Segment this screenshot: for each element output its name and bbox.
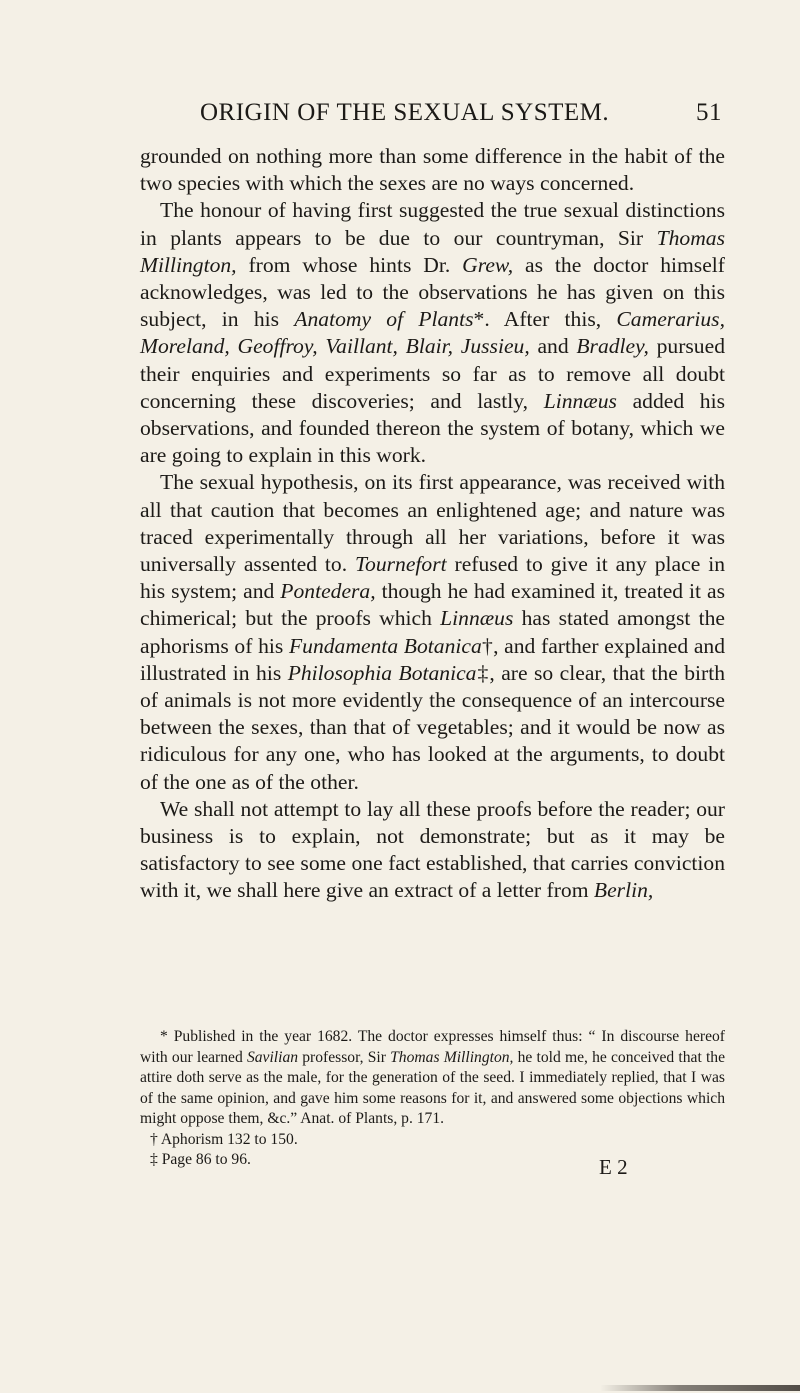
paragraph: grounded on nothing more than some difference in the habit of the two species with which the sexes are no ways concerned. bbox=[140, 144, 725, 196]
footnote: ‡ Page 86 to 96. bbox=[150, 1151, 251, 1168]
paragraph: We shall not attempt to lay all these proofs before the reader; our business is to explain, not demonstrate; but as it may be satisfactory to see some one fact established, that carries conviction with it, we shall here give an extract of a letter from Berlin, bbox=[140, 796, 725, 903]
footnotes bbox=[140, 1027, 725, 1171]
signature-mark: E 2 bbox=[599, 1155, 628, 1179]
page-number: 51 bbox=[696, 99, 722, 126]
paragraph: The sexual hypothesis, on its first appearance, was received with all that caution that becomes an enlightened age; and nature was traced experimentally through all her variations, before it was universally assented to. Tournefort refused to give it any place in his system; and Pontedera, though he had examined it, treated it as chimerical; but the proofs which Linnæus has stated amongst the aphorisms of his Fundamenta Botanica†, and farther explained and illustrated in his Philosophia Botanica‡, are so clear, that the birth of animals is not more evidently the consequence of an intercourse between the sexes, than that of vegetables; and it would be now as ridiculous for any one, who has looked at the arguments, to doubt of the one as of the other. bbox=[140, 470, 726, 794]
paragraph: The honour of having first suggested the true sexual distinctions in plants appears to be due to our countryman, Sir Thomas Millington, from whose hints Dr. Grew, as the doctor himself acknowledges, was led to the observations he has given on this subject, in his Anatomy of Plants*. After this, Camerarius, Moreland, Geoffroy, Vaillant, Blair, Jussieu, and Bradley, pursued their enquiries and experiments so far as to remove all doubt concerning these discoveries; and lastly, Linnæus added his observations, and founded thereon the system of botany, which we are going to explain in this work. bbox=[140, 198, 726, 468]
footnote: * Published in the year 1682. The doctor expresses himself thus: “ In discourse hereof with our learned Savilian professor, Sir Thomas Millington, he told me, he conceived that the attire doth serve as the male, for the generation of the seed. I immediately replied, that I was of the same opinion, and gave him some reasons for it, and answered some objections which might oppose them, &c.” Anat. of Plants, p. 171. bbox=[140, 1028, 726, 1127]
running-title: ORIGIN OF THE SEXUAL SYSTEM. bbox=[200, 99, 610, 126]
body-text bbox=[140, 143, 725, 905]
page-edge-shadow bbox=[600, 1385, 800, 1391]
footnote: † Aphorism 132 to 150. bbox=[150, 1130, 298, 1148]
